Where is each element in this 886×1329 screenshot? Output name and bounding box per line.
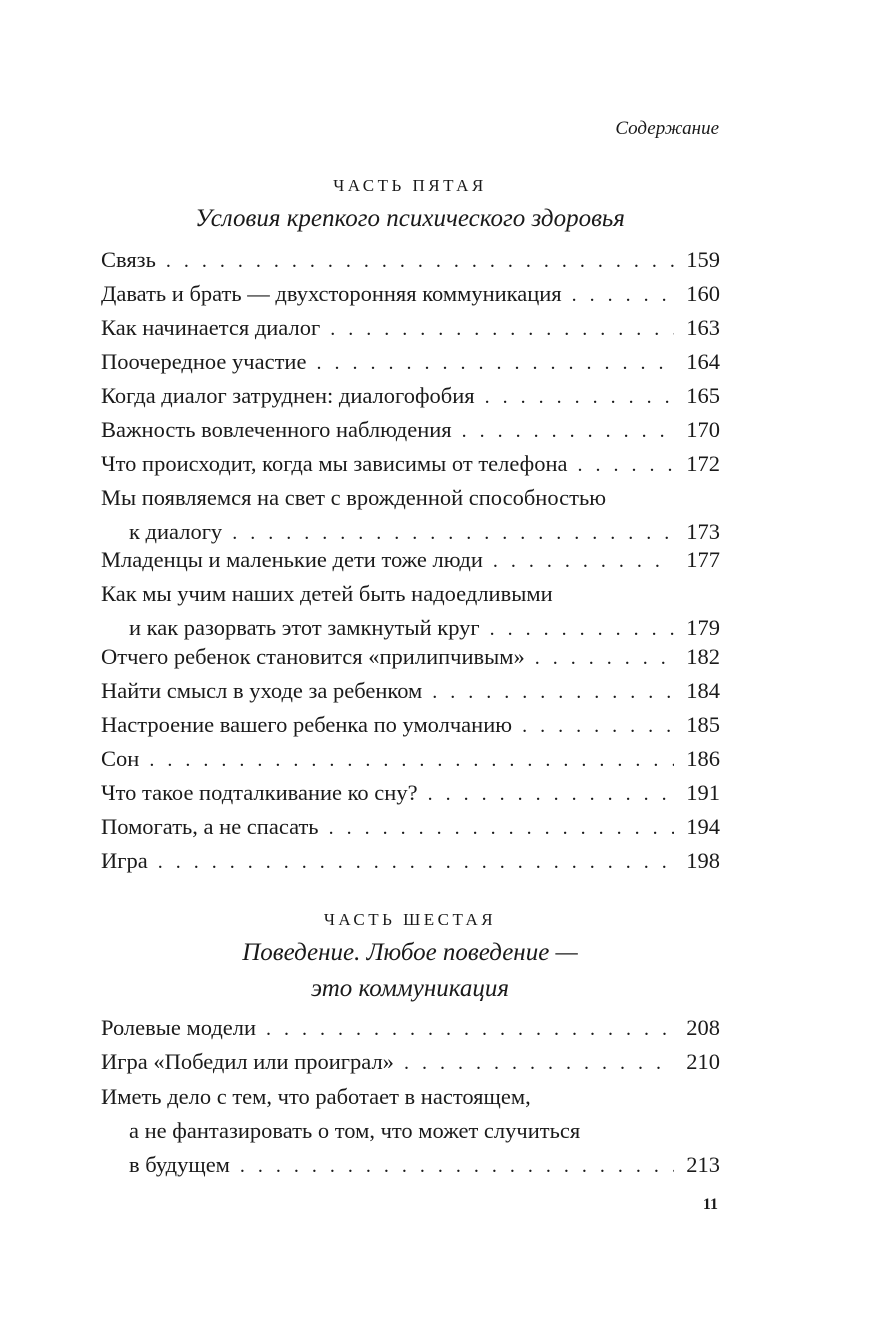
- part6-title-line1: Поведение. Любое поведение —: [242, 939, 578, 966]
- toc-entry[interactable]: [101, 277, 720, 311]
- entry-title: Как мы учим наших детей быть надоедливыми: [101, 581, 553, 606]
- toc-entry[interactable]: [101, 1080, 720, 1182]
- entry-page: 198: [686, 848, 720, 873]
- entry-page: 159: [686, 247, 720, 272]
- entry-page: 191: [686, 780, 720, 805]
- entry-page: 185: [686, 712, 720, 737]
- toc-entry[interactable]: [101, 742, 720, 776]
- toc-entry[interactable]: [101, 810, 720, 844]
- leader-dots: [404, 1046, 674, 1080]
- entry-page: 177: [686, 547, 720, 572]
- toc-entry[interactable]: [101, 243, 720, 277]
- entry-title: Важность вовлеченного наблюдения: [101, 417, 452, 442]
- entry-title-cont: а не фантазировать о том, что может случиться: [129, 1118, 581, 1143]
- entry-page: 164: [686, 349, 720, 374]
- part6-label: ЧАСТЬ ШЕСТАЯ: [323, 910, 497, 929]
- leader-dots: [522, 709, 674, 743]
- entry-title: Что такое подталкивание ко сну?: [101, 780, 418, 805]
- entry-title: Помогать, а не спасать: [101, 814, 319, 839]
- leader-dots: [462, 414, 674, 448]
- entry-title: Настроение вашего ребенка по умолчанию: [101, 712, 513, 737]
- entry-title: Игра «Победил или проиграл»: [101, 1049, 394, 1074]
- leader-dots: [428, 777, 674, 811]
- entry-title: Что происходит, когда мы зависимы от телефона: [101, 451, 568, 476]
- entry-title: Мы появляемся на свет с врожденной способностью: [101, 485, 607, 510]
- toc-entry[interactable]: [101, 577, 720, 645]
- part6-title-line2: это коммуникация: [311, 975, 509, 1002]
- toc-entry[interactable]: [101, 311, 720, 345]
- toc-entry[interactable]: [101, 345, 720, 379]
- part5-label: ЧАСТЬ ПЯТАЯ: [333, 176, 487, 195]
- entry-title: Сон: [101, 746, 140, 771]
- part5-title: Условия крепкого психического здоровья: [195, 205, 625, 232]
- entry-title: Давать и брать — двухсторонняя коммуникация: [101, 281, 562, 306]
- toc-entry[interactable]: [101, 776, 720, 810]
- entry-title: Поочередное участие: [101, 349, 307, 374]
- leader-dots: [572, 278, 674, 312]
- leader-dots: [535, 641, 674, 675]
- leader-dots: [316, 346, 674, 380]
- entry-page: 179: [686, 615, 720, 640]
- leader-dots: [158, 845, 674, 879]
- leader-dots: [432, 675, 674, 709]
- entry-title: Найти смысл в уходе за ребенком: [101, 678, 423, 703]
- entry-title: Связь: [101, 247, 156, 272]
- entry-page: 165: [686, 383, 720, 408]
- entry-title-cont: и как разорвать этот замкнутый круг: [129, 615, 480, 640]
- leader-dots: [266, 1012, 674, 1046]
- leader-dots: [240, 1149, 674, 1183]
- entry-title: Игра: [101, 848, 148, 873]
- toc-entry[interactable]: [101, 844, 720, 878]
- toc-entry[interactable]: [101, 379, 720, 413]
- entry-title: Отчего ребенок становится «прилипчивым»: [101, 644, 525, 669]
- entry-page: 170: [686, 417, 720, 442]
- entry-page: 163: [686, 315, 720, 340]
- toc-entry[interactable]: [101, 1045, 720, 1079]
- entry-page: 184: [686, 678, 720, 703]
- toc-entry[interactable]: [101, 708, 720, 742]
- toc-entry[interactable]: [101, 413, 720, 447]
- entry-page: 208: [686, 1015, 720, 1040]
- entry-title: Иметь дело с тем, что работает в настоящем,: [101, 1084, 531, 1109]
- entry-page: 194: [686, 814, 720, 839]
- entry-page: 210: [686, 1049, 720, 1074]
- toc-entry[interactable]: [101, 543, 720, 577]
- entry-page: 186: [686, 746, 720, 771]
- entry-title: Ролевые модели: [101, 1015, 257, 1040]
- running-header: Содержание: [615, 118, 719, 139]
- toc-entry[interactable]: [101, 447, 720, 481]
- entry-title-cont: в будущем: [129, 1152, 230, 1177]
- leader-dots: [329, 811, 674, 845]
- leader-dots: [330, 312, 674, 346]
- leader-dots: [166, 244, 674, 278]
- entry-page: 213: [686, 1152, 720, 1177]
- entry-page: 172: [686, 451, 720, 476]
- entry-page: 160: [686, 281, 720, 306]
- leader-dots: [485, 380, 674, 414]
- entry-title: Как начинается диалог: [101, 315, 321, 340]
- entry-title: Когда диалог затруднен: диалогофобия: [101, 383, 475, 408]
- entry-page: 173: [686, 519, 720, 544]
- entry-page: 182: [686, 644, 720, 669]
- leader-dots: [493, 544, 674, 578]
- leader-dots: [578, 448, 675, 482]
- toc-entry[interactable]: [101, 481, 720, 549]
- toc-entry[interactable]: [101, 640, 720, 674]
- entry-title-cont: к диалогу: [129, 519, 223, 544]
- entry-title: Младенцы и маленькие дети тоже люди: [101, 547, 483, 572]
- toc-entry[interactable]: [101, 1011, 720, 1045]
- leader-dots: [149, 743, 674, 777]
- toc-entry[interactable]: [101, 674, 720, 708]
- page-number: 11: [702, 1196, 718, 1213]
